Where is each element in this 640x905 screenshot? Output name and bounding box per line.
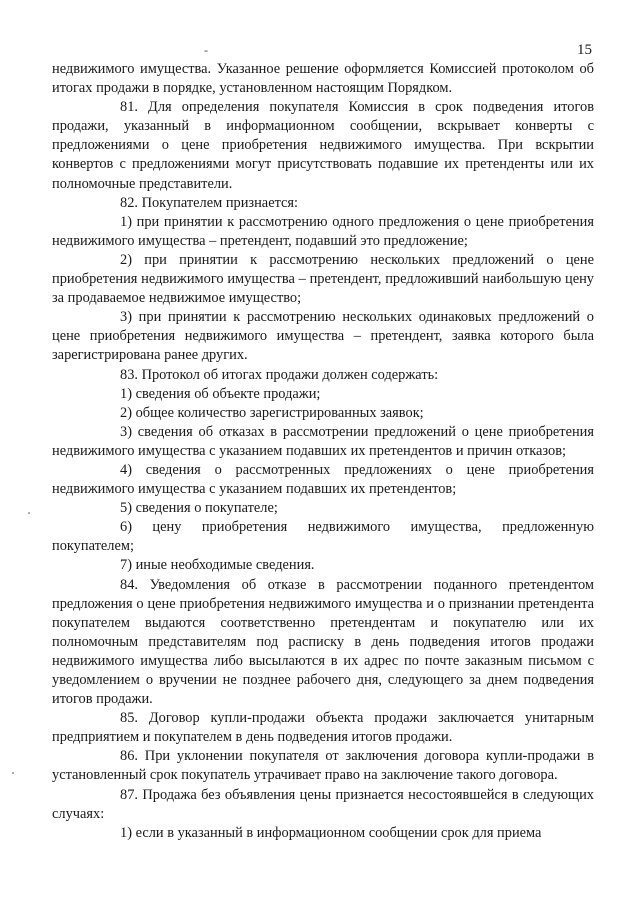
paragraph-82-item-1: 1) при принятии к рассмотрению одного предложения о цене приобретения недвижимого имущества – претендент, подавший это предложение; [52,213,594,249]
paragraph-83-item-3: 3) сведения об отказах в рассмотрении предложений о цене приобретения недвижимого имущества с указанием подавших их претендентов и причин отказов; [52,423,594,459]
document-body [52,60,594,843]
paragraph-82-item-2: 2) при принятии к рассмотрению нескольких предложений о цене приобретения недвижимого имущества – претендент, предложивший наибольшую цену за продаваемое недвижимое имущество; [52,251,594,307]
paragraph-83-item-2: 2) общее количество зарегистрированных заявок; [120,404,424,421]
paragraph-81: 81. Для определения покупателя Комиссия в срок подведения итогов продажи, указанный в информационном сообщении, вскрывает конверты с предложениями о цене приобретения недвижимого имущества. При вскрытии конвертов с предложениями могут присутствовать подавшие их претенденты или их полномочные представители. [52,99,594,192]
document-page [52,40,594,885]
paragraph-83-item-6: 6) цену приобретения недвижимого имущества, предложенную покупателем; [52,519,594,555]
paragraph-82: 82. Покупателем признается: [120,194,299,211]
paragraph-85: 85. Договор купли-продажи объекта продажи заключается унитарным предприятием и покупателем в день подведения итогов продажи. [52,710,594,746]
paragraph-83: 83. Протокол об итогах продажи должен содержать: [120,366,439,383]
paragraph-87-item-1: 1) если в указанный в информационном сообщении срок для приема [120,824,542,841]
scan-speck [12,772,14,774]
paragraph-83-item-1: 1) сведения об объекте продажи; [120,385,321,402]
paragraph-82-item-3: 3) при принятии к рассмотрению нескольких одинаковых предложений о цене приобретения недвижимого имущества – претендент, заявка которого была зарегистрирована ранее других. [52,309,594,364]
paragraph-86: 86. При уклонении покупателя от заключения договора купли-продажи в установленный срок покупатель утрачивает право на заключение такого договора. [52,748,594,784]
paragraph-83-item-4: 4) сведения о рассмотренных предложениях о цене приобретения недвижимого имущества с указанием подавших их претендентов; [52,461,594,498]
paragraph-83-item-7: 7) иные необходимые сведения. [120,557,315,574]
paragraph-84: 84. Уведомления об отказе в рассмотрении поданного претендентом предложения о цене приобретения недвижимого имущества и о признании претендента покупателем выдаются соответственно претендентам и покупателю или их полномочным представителям под расписку в день подведения итогов продажи недвижимого имущества либо высылаются в их адрес по почте заказным письмом с уведомлением о вручении не позднее рабочего дня, следующего за днем подведения итогов продажи. [52,576,594,708]
paragraph-83-item-5: 5) сведения о покупателе; [120,500,278,517]
scan-mark: - [204,43,208,57]
scan-speck [28,512,30,514]
page-number: 15 [577,42,592,58]
paragraph-continuation: недвижимого имущества. Указанное решение оформляется Комиссией протоколом об итогах продажи в порядке, установленном настоящим Порядком. [52,61,594,97]
paragraph-87: 87. Продажа без объявления цены признается несостоявшейся в следующих случаях: [52,786,594,822]
